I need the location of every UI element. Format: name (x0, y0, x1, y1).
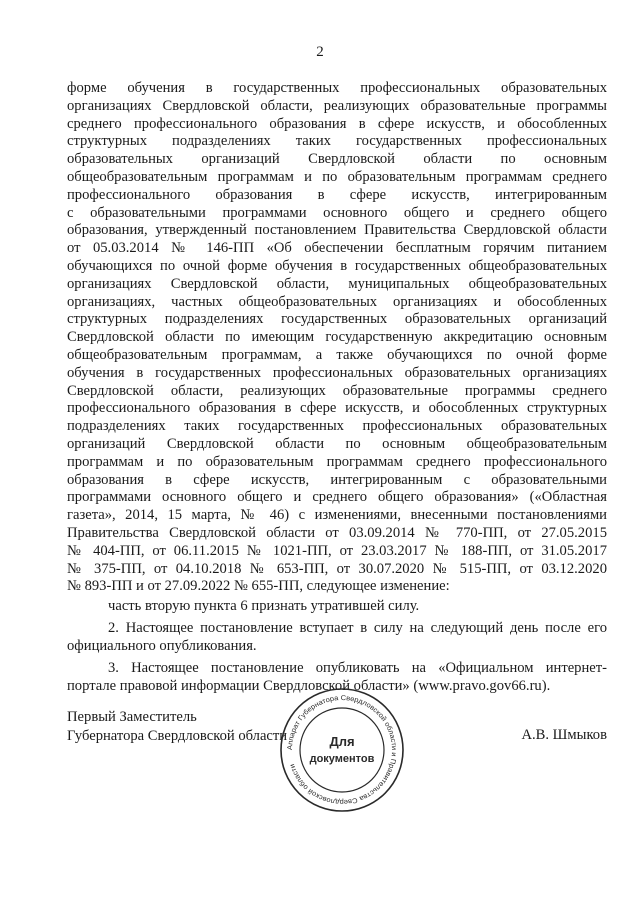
body-line: обучающихся по очной форме обучения в государственных общеобразовательных (67, 257, 607, 274)
stamp-ring-text: Аппарат Губернатора Свердловской области и Правительства Свердловской области (286, 694, 398, 806)
body-line: структурных подразделениях государственных образовательных организаций (67, 311, 607, 328)
body-line: организациях Свердловской области, реализующих образовательные программы (67, 97, 607, 114)
signature-position-line-1: Первый Заместитель (67, 709, 197, 725)
body-line: образования в сфере искусств, интегрированным с образовательными (67, 471, 607, 488)
body-line: № 893-ПП и от 27.09.2022 № 655-ПП, следующее изменение: (67, 578, 450, 595)
body-line: Свердловской области по имеющим государственную аккредитацию основным (67, 329, 607, 346)
main-paragraph (67, 80, 607, 596)
signature-position-line-2: Губернатора Свердловской области (67, 728, 288, 744)
body-line: профессионального образования в сфере искусств, и обособленных структурных (67, 400, 607, 417)
body-line: структурных подразделениях таких государственных профессиональных (67, 133, 607, 150)
body-line: Правительства Свердловской области от 03.09.2014 № 770-ПП, от 27.05.2015 (67, 524, 607, 541)
item-2-line-2: официального опубликования. (67, 637, 257, 654)
body-line: организациях, частных общеобразовательных организациях и обособленных (67, 293, 607, 310)
body-line: обучения в государственных профессиональных образовательных организациях (67, 364, 607, 381)
body-line: образования, утвержденный постановлением Правительства Свердловской области (67, 222, 607, 239)
stamp-inner-ring (300, 708, 384, 792)
stamp-center-line-2: документов (309, 753, 375, 765)
signature-name: А.В. Шмыков (521, 727, 607, 743)
body-line: образовательных организаций Свердловской области по основным (67, 151, 607, 168)
body-line: подразделениях таких государственных профессиональных образовательных (67, 418, 607, 435)
item-1-text: часть вторую пункта 6 признать утратившей силу. (108, 598, 420, 614)
item-2-line-1: 2. Настоящее постановление вступает в силу на следующий день после его (108, 620, 607, 636)
body-line: среднего профессионального образования в сфере искусств, и обособленных (67, 115, 607, 132)
body-line: организаций Свердловской области по основным общеобразовательным (67, 435, 607, 452)
document-stamp (278, 686, 406, 814)
body-line: общеобразовательным программам, а также обучающихся по очной форме (67, 346, 607, 363)
body-line: форме обучения в государственных профессиональных образовательных (67, 80, 607, 96)
body-line: № 404-ПП, от 06.11.2015 № 1021-ПП, от 23.03.2017 № 188-ПП, от 31.05.2017 (67, 542, 607, 559)
page-number: 2 (316, 44, 324, 60)
stamp-outer-ring (281, 689, 403, 811)
body-line: с образовательными программами основного общего и среднего общего (67, 204, 607, 221)
body-line: общеобразовательным программам и по образовательным программам среднего (67, 168, 607, 185)
item-1-paragraph (67, 598, 607, 616)
item-2-paragraph (67, 620, 607, 656)
body-line: организациях Свердловской области, муниципальных общеобразовательных (67, 275, 607, 292)
body-line: программами основного общего и среднего общего образования» («Областная (67, 489, 607, 506)
body-line: № 375-ПП, от 04.10.2018 № 653-ПП, от 30.07.2020 № 515-ПП, от 03.12.2020 (67, 560, 607, 577)
signature-position (67, 708, 287, 746)
stamp-center-line-1: Для (329, 734, 355, 749)
item-3-line-1: 3. Настоящее постановление опубликовать на «Официальном интернет- (108, 660, 607, 676)
body-line: от 05.03.2014 № 146-ПП «Об обеспечении бесплатным горячим питанием (67, 240, 607, 257)
body-line: газета», 2014, 15 марта, № 46) с изменениями, внесенными постановлениями (67, 507, 607, 524)
body-line: Свердловской области, реализующих образовательные программы среднего (67, 382, 607, 399)
item-3-line-2: портале правовой информации Свердловской области» (www.pravo.gov66.ru). (67, 677, 551, 694)
body-line: профессионального образования в сфере искусств, интегрированным (67, 186, 607, 203)
body-line: программам и по образовательным программам среднего профессионального (67, 453, 607, 470)
